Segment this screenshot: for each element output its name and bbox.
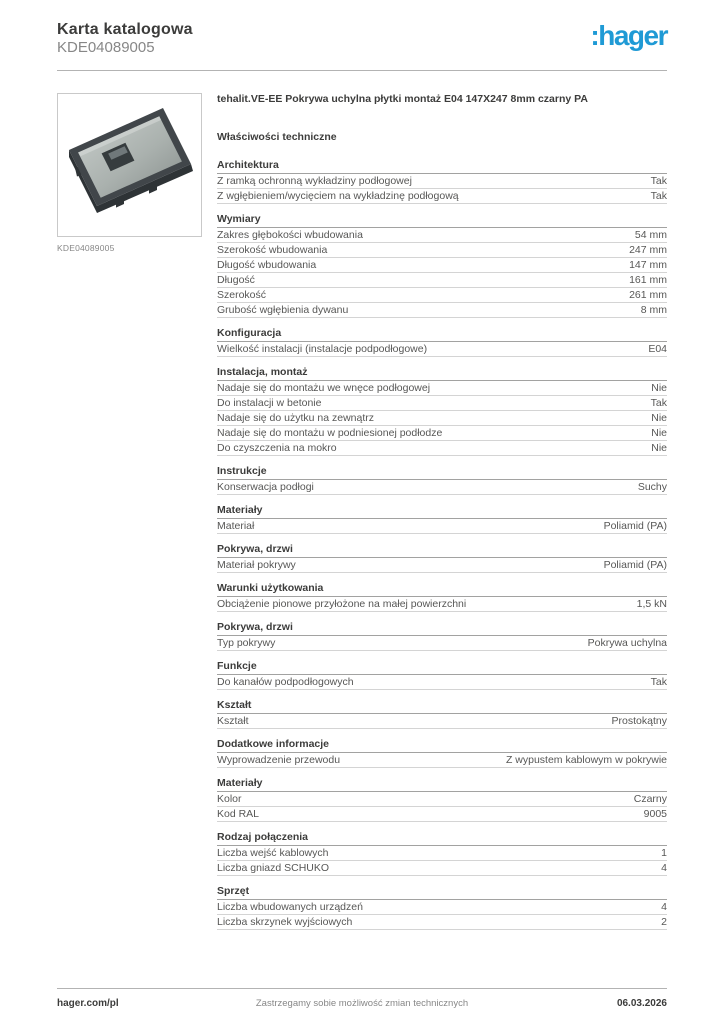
property-value: Czarny	[633, 793, 667, 805]
property-value: 247 mm	[629, 244, 667, 256]
property-label: Szerokość wbudowania	[217, 244, 328, 256]
property-section	[217, 661, 667, 690]
property-section	[217, 583, 667, 612]
property-value: Nie	[651, 412, 667, 424]
section-title: Architektura	[217, 160, 667, 174]
product-title: tehalit.VE-EE Pokrywa uchylna płytki montaż E04 147X247 8mm czarny PA	[217, 93, 588, 105]
doc-reference-number: KDE04089005	[57, 39, 155, 56]
section-rows	[217, 792, 667, 822]
property-section	[217, 832, 667, 876]
property-value: 161 mm	[629, 274, 667, 286]
property-value: Poliamid (PA)	[603, 559, 667, 571]
property-label: Nadaje się do użytku na zewnątrz	[217, 412, 375, 424]
property-section	[217, 505, 667, 534]
property-label: Z wgłębieniem/wycięciem na wykładzinę podłogową	[217, 190, 459, 202]
section-rows	[217, 675, 667, 690]
property-value: Prostokątny	[611, 715, 667, 727]
footer-date: 06.03.2026	[616, 998, 667, 1009]
property-label: Do instalacji w betonie	[217, 397, 322, 409]
property-label: Liczba skrzynek wyjściowych	[217, 916, 353, 928]
section-title: Rodzaj połączenia	[217, 832, 667, 846]
property-value: 1	[661, 847, 667, 859]
property-value: 1,5 kN	[636, 598, 667, 610]
property-label: Materiał pokrywy	[217, 559, 296, 571]
property-value: Nie	[651, 382, 667, 394]
hager-logo: :hager	[590, 20, 667, 51]
section-rows	[217, 636, 667, 651]
property-section	[217, 886, 667, 930]
section-title: Instalacja, montaż	[217, 367, 667, 381]
section-rows	[217, 714, 667, 729]
section-rows	[217, 558, 667, 573]
property-value: 54 mm	[634, 229, 667, 241]
property-label: Kod RAL	[217, 808, 260, 820]
section-title: Wymiary	[217, 214, 667, 228]
section-rows	[217, 519, 667, 534]
technical-properties-heading: Właściwości techniczne	[217, 131, 337, 143]
section-title: Dodatkowe informacje	[217, 739, 667, 753]
section-title: Materiały	[217, 505, 667, 519]
property-row	[217, 189, 667, 204]
property-label: Grubość wgłębienia dywanu	[217, 304, 349, 316]
property-value: Poliamid (PA)	[603, 520, 667, 532]
property-row	[217, 636, 667, 651]
property-row	[217, 597, 667, 612]
property-row	[217, 480, 667, 495]
property-value: 4	[661, 862, 667, 874]
page-footer	[57, 988, 667, 1009]
section-rows	[217, 900, 667, 930]
property-label: Wyprowadzenie przewodu	[217, 754, 341, 766]
property-section	[217, 466, 667, 495]
property-value: Suchy	[637, 481, 667, 493]
property-label: Do czyszczenia na mokro	[217, 442, 337, 454]
section-title: Pokrywa, drzwi	[217, 622, 667, 636]
property-value: 261 mm	[629, 289, 667, 301]
section-title: Kształt	[217, 700, 667, 714]
property-section	[217, 214, 667, 318]
property-section	[217, 160, 667, 204]
property-label: Szerokość	[217, 289, 267, 301]
property-row	[217, 792, 667, 807]
property-label: Długość wbudowania	[217, 259, 317, 271]
property-row	[217, 411, 667, 426]
property-row	[217, 273, 667, 288]
property-label: Obciążenie pionowe przyłożone na małej powierzchni	[217, 598, 467, 610]
property-value: Tak	[650, 190, 667, 202]
property-value: E04	[648, 343, 667, 355]
property-value: Pokrywa uchylna	[587, 637, 667, 649]
property-row	[217, 258, 667, 273]
footer-disclaimer: Zastrzegamy sobie możliwość zmian technicznych	[255, 998, 469, 1009]
property-section	[217, 367, 667, 456]
section-title: Materiały	[217, 778, 667, 792]
property-value: 147 mm	[629, 259, 667, 271]
floor-box-illustration	[58, 94, 201, 236]
property-label: Liczba wejść kablowych	[217, 847, 329, 859]
property-section	[217, 739, 667, 768]
property-section	[217, 778, 667, 822]
property-row	[217, 807, 667, 822]
product-image	[57, 93, 202, 237]
property-row	[217, 243, 667, 258]
property-label: Liczba wbudowanych urządzeń	[217, 901, 363, 913]
property-row	[217, 342, 667, 357]
property-row	[217, 915, 667, 930]
property-row	[217, 846, 667, 861]
property-row	[217, 900, 667, 915]
technical-properties	[217, 93, 667, 930]
section-rows	[217, 846, 667, 876]
section-title: Funkcje	[217, 661, 667, 675]
property-value: 2	[661, 916, 667, 928]
property-label: Zakres głębokości wbudowania	[217, 229, 363, 241]
property-row	[217, 426, 667, 441]
section-rows	[217, 228, 667, 318]
section-title: Sprzęt	[217, 886, 667, 900]
section-rows	[217, 174, 667, 204]
property-value: Tak	[650, 175, 667, 187]
property-value: Nie	[651, 442, 667, 454]
property-row	[217, 303, 667, 318]
property-value: 8 mm	[640, 304, 667, 316]
footer-website: hager.com/pl	[57, 998, 119, 1009]
section-rows	[217, 480, 667, 495]
property-label: Nadaje się do montażu w podniesionej podłodze	[217, 427, 443, 439]
property-row	[217, 441, 667, 456]
property-label: Liczba gniazd SCHUKO	[217, 862, 330, 874]
property-label: Z ramką ochronną wykładziny podłogowej	[217, 175, 412, 187]
property-label: Materiał	[217, 520, 255, 532]
property-value: 9005	[643, 808, 667, 820]
section-title: Konfiguracja	[217, 328, 667, 342]
property-value: 4	[661, 901, 667, 913]
property-value: Z wypustem kablowym w pokrywie	[505, 754, 667, 766]
property-value: Tak	[650, 676, 667, 688]
property-label: Typ pokrywy	[217, 637, 276, 649]
section-title: Pokrywa, drzwi	[217, 544, 667, 558]
property-section	[217, 622, 667, 651]
page-header	[0, 0, 724, 57]
property-row	[217, 396, 667, 411]
main-content	[0, 71, 724, 930]
document-title-block	[57, 20, 193, 57]
section-rows	[217, 597, 667, 612]
doc-type-title: Karta katalogowa	[57, 21, 193, 38]
property-row	[217, 228, 667, 243]
property-value: Tak	[650, 397, 667, 409]
properties-sections	[217, 160, 667, 930]
property-row	[217, 558, 667, 573]
property-label: Konserwacja podłogi	[217, 481, 314, 493]
property-row	[217, 714, 667, 729]
property-label: Wielkość instalacji (instalacje podpodłogowe)	[217, 343, 428, 355]
section-rows	[217, 381, 667, 456]
property-label: Kształt	[217, 715, 249, 727]
product-image-caption: KDE04089005	[57, 243, 115, 253]
section-rows	[217, 342, 667, 357]
property-section	[217, 700, 667, 729]
property-value: Nie	[651, 427, 667, 439]
property-row	[217, 174, 667, 189]
property-row	[217, 675, 667, 690]
property-label: Nadaje się do montażu we wnęce podłogowej	[217, 382, 431, 394]
property-row	[217, 288, 667, 303]
property-label: Kolor	[217, 793, 242, 805]
property-label: Długość	[217, 274, 255, 286]
property-row	[217, 519, 667, 534]
property-section	[217, 544, 667, 573]
property-section	[217, 328, 667, 357]
footer-row	[57, 989, 667, 1009]
property-row	[217, 861, 667, 876]
section-title: Warunki użytkowania	[217, 583, 667, 597]
section-title: Instrukcje	[217, 466, 667, 480]
product-figure	[57, 93, 202, 930]
property-label: Do kanałów podpodłogowych	[217, 676, 354, 688]
property-row	[217, 381, 667, 396]
property-row	[217, 753, 667, 768]
section-rows	[217, 753, 667, 768]
